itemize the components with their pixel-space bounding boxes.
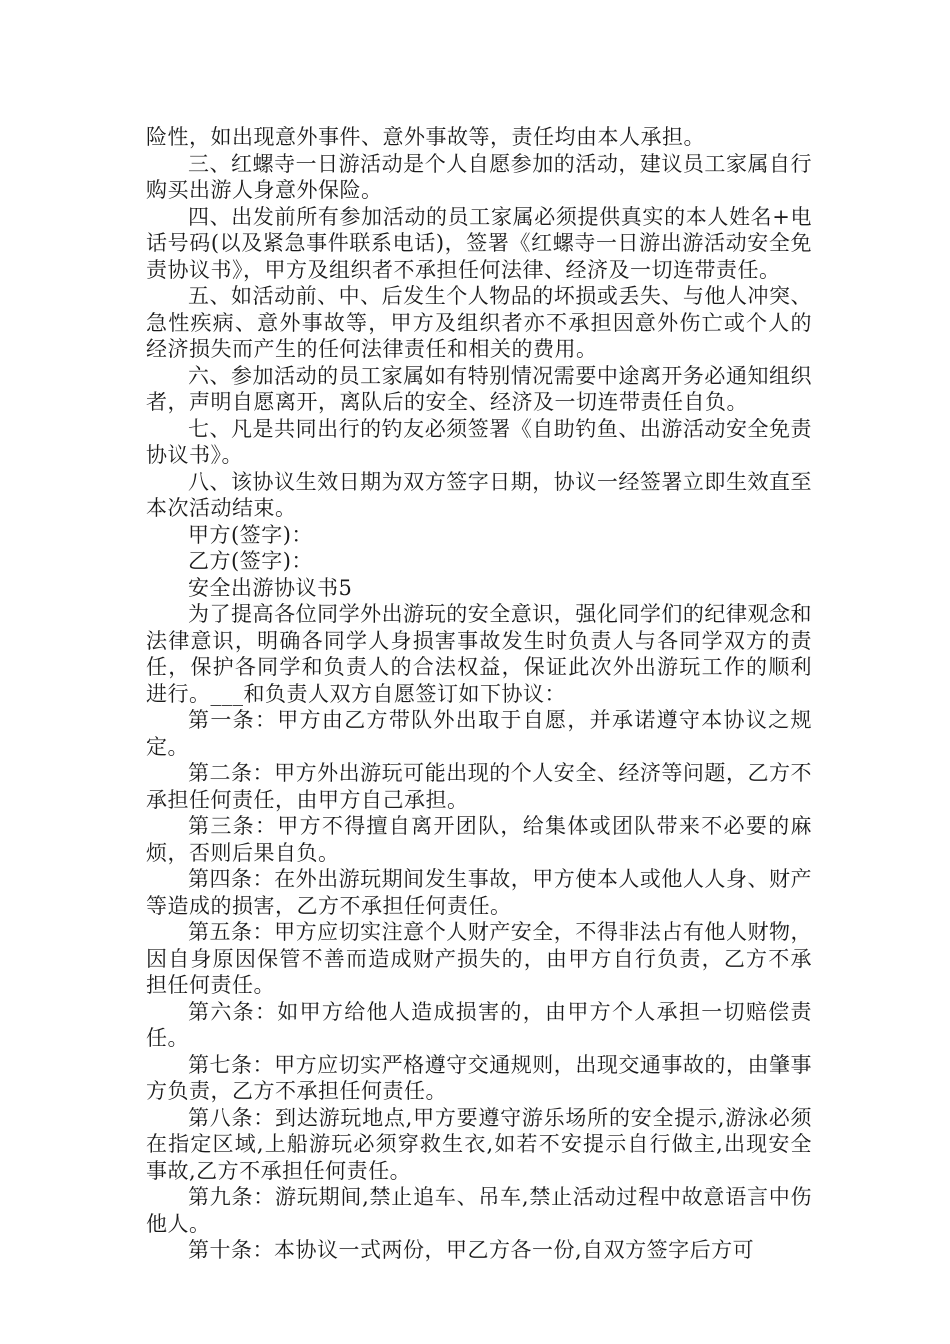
paragraph: 三、红螺寺一日游活动是个人自愿参加的活动，建议员工家属自行购买出游人身意外保险。: [146, 151, 812, 202]
paragraph: 乙方(签字)：: [188, 549, 313, 573]
paragraph: 六、参加活动的员工家属如有特别情况需要中途离开务必通知组织者，声明自愿离开，离队后的安全、经济及一切连带责任自负。: [146, 363, 812, 414]
paragraph: 第四条：在外出游玩期间发生事故，甲方使本人或他人人身、财产等造成的损害，乙方不承担任何责任。: [146, 867, 812, 918]
paragraph: 险性，如出现意外事件、意外事故等，责任均由本人承担。: [146, 125, 705, 149]
paragraph: 第八条：到达游玩地点,甲方要遵守游乐场所的安全提示,游泳必须在指定区域,上船游玩必须穿救生衣,如若不安提示自行做主,出现安全事故,乙方不承担任何责任。: [146, 1105, 812, 1183]
paragraph: 第十条：本协议一式两份，甲乙方各一份,自双方签字后方可: [188, 1238, 755, 1262]
paragraph: 四、出发前所有参加活动的员工家属必须提供真实的本人姓名+电话号码(以及紧急事件联系电话)，签署《红螺寺一日游出游活动安全免责协议书》，甲方及组织者不承担任何法律、经济及一切连带责任。: [146, 204, 812, 282]
paragraph: 第二条：甲方外出游玩可能出现的个人安全、经济等问题，乙方不承担任何责任，由甲方自己承担。: [146, 761, 812, 812]
paragraph: 第七条：甲方应切实严格遵守交通规则，出现交通事故的，由肇事方负责，乙方不承担任何责任。: [146, 1052, 812, 1103]
paragraph: 为了提高各位同学外出游玩的安全意识，强化同学们的纪律观念和法律意识，明确各同学人身损害事故发生时负责人与各同学双方的责任，保护各同学和负责人的合法权益，保证此次外出游玩工作的顺利进行。___和负责人双方自愿签订如下协议：: [146, 602, 812, 706]
document-body: [146, 124, 812, 1264]
paragraph: 八、该协议生效日期为双方签字日期，协议一经签署立即生效直至本次活动结束。: [146, 469, 812, 520]
paragraph: 甲方(签字)：: [188, 522, 313, 547]
paragraph: 安全出游协议书5: [188, 575, 353, 600]
paragraph: 第九条：游玩期间,禁止追车、吊车,禁止活动过程中故意语言中伤他人。: [146, 1185, 812, 1236]
paragraph: 七、凡是共同出行的钓友必须签署《自助钓鱼、出游活动安全免责协议书》。: [146, 416, 812, 467]
paragraph: 第五条：甲方应切实注意个人财产安全，不得非法占有他人财物，因自身原因保管不善而造成财产损失的，由甲方自行负责，乙方不承担任何责任。: [146, 920, 812, 997]
paragraph: 五、如活动前、中、后发生个人物品的坏损或丢失、与他人冲突、急性疾病、意外事故等，甲方及组织者亦不承担因意外伤亡或个人的经济损失而产生的任何法律责任和相关的费用。: [146, 284, 812, 361]
paragraph: 第六条：如甲方给他人造成损害的，由甲方个人承担一切赔偿责任。: [146, 999, 812, 1050]
paragraph: 第一条：甲方由乙方带队外出取于自愿，并承诺遵守本协议之规定。: [146, 708, 812, 759]
paragraph: 第三条：甲方不得擅自离开团队，给集体或团队带来不必要的麻烦，否则后果自负。: [146, 814, 812, 865]
